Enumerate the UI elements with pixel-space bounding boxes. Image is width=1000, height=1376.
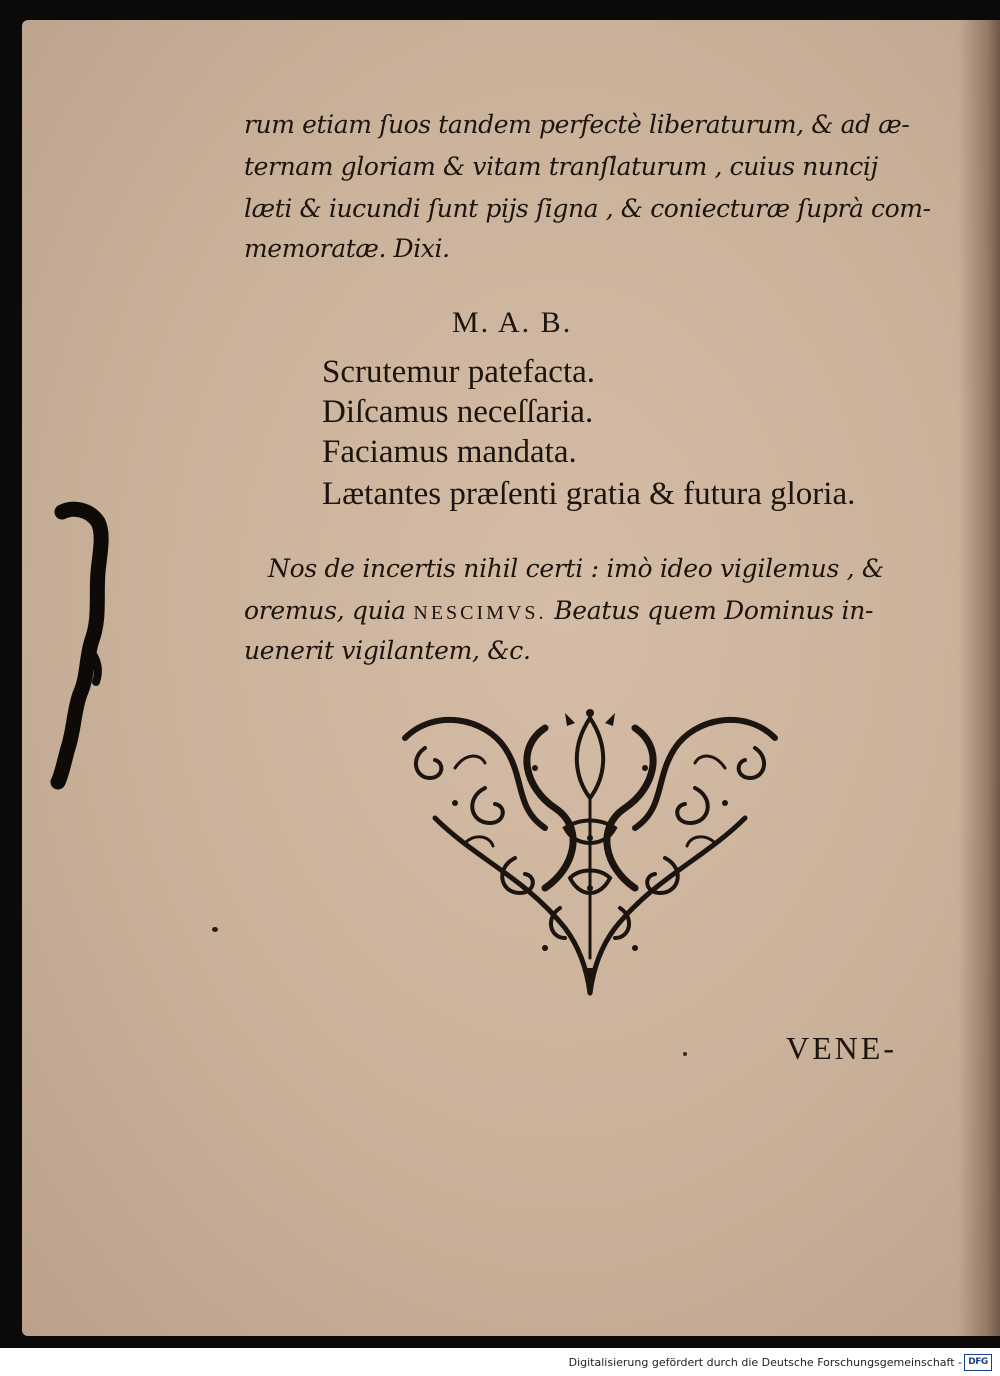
page-gutter: [958, 20, 1000, 1336]
closing-small-caps: NESCIMVS.: [413, 602, 547, 624]
catchword: VENE-: [786, 1030, 897, 1066]
ink-bracket-mark: [40, 500, 120, 800]
digitization-footer: [0, 1348, 1000, 1376]
paragraph-line-1: rum etiam ſuos tandem perfectè liberaturum, & ad æ-: [244, 110, 910, 139]
dfg-logo: DFG: [964, 1354, 992, 1371]
motto-line-3: Faciamus mandata.: [322, 434, 577, 470]
motto-line-1: Scrutemur patefacta.: [322, 354, 596, 390]
closing-line-2: [244, 596, 873, 625]
ink-speck: [212, 927, 218, 932]
paragraph-line-3: læti & iucundi ſunt pijs ſigna , & coniecturæ ſuprà com-: [244, 194, 931, 223]
motto-line-2: Diſcamus neceſſaria.: [322, 394, 594, 430]
floral-ornament-tailpiece: [395, 708, 785, 998]
paragraph-line-4: memoratæ. Dixi.: [244, 234, 450, 263]
closing-line-2-start: oremus, quia: [244, 596, 414, 625]
footer-credit-text: Digitalisierung gefördert durch die Deutsche Forschungsgemeinschaft -: [568, 1356, 962, 1369]
motto-line-4: Lætantes præſenti gratia & futura gloria.: [322, 476, 856, 512]
closing-line-1: Nos de incertis nihil certi : imò ideo vigilemus , &: [268, 554, 884, 583]
ink-speck: [683, 1052, 687, 1056]
closing-line-3: uenerit vigilantem, &c.: [244, 636, 531, 665]
closing-line-2-end: Beatus quem Dominus in-: [546, 596, 874, 625]
paragraph-line-2: ternam gloriam & vitam tranſlaturum , cuius nuncij: [244, 152, 878, 181]
author-initials: M. A. B.: [452, 306, 573, 339]
